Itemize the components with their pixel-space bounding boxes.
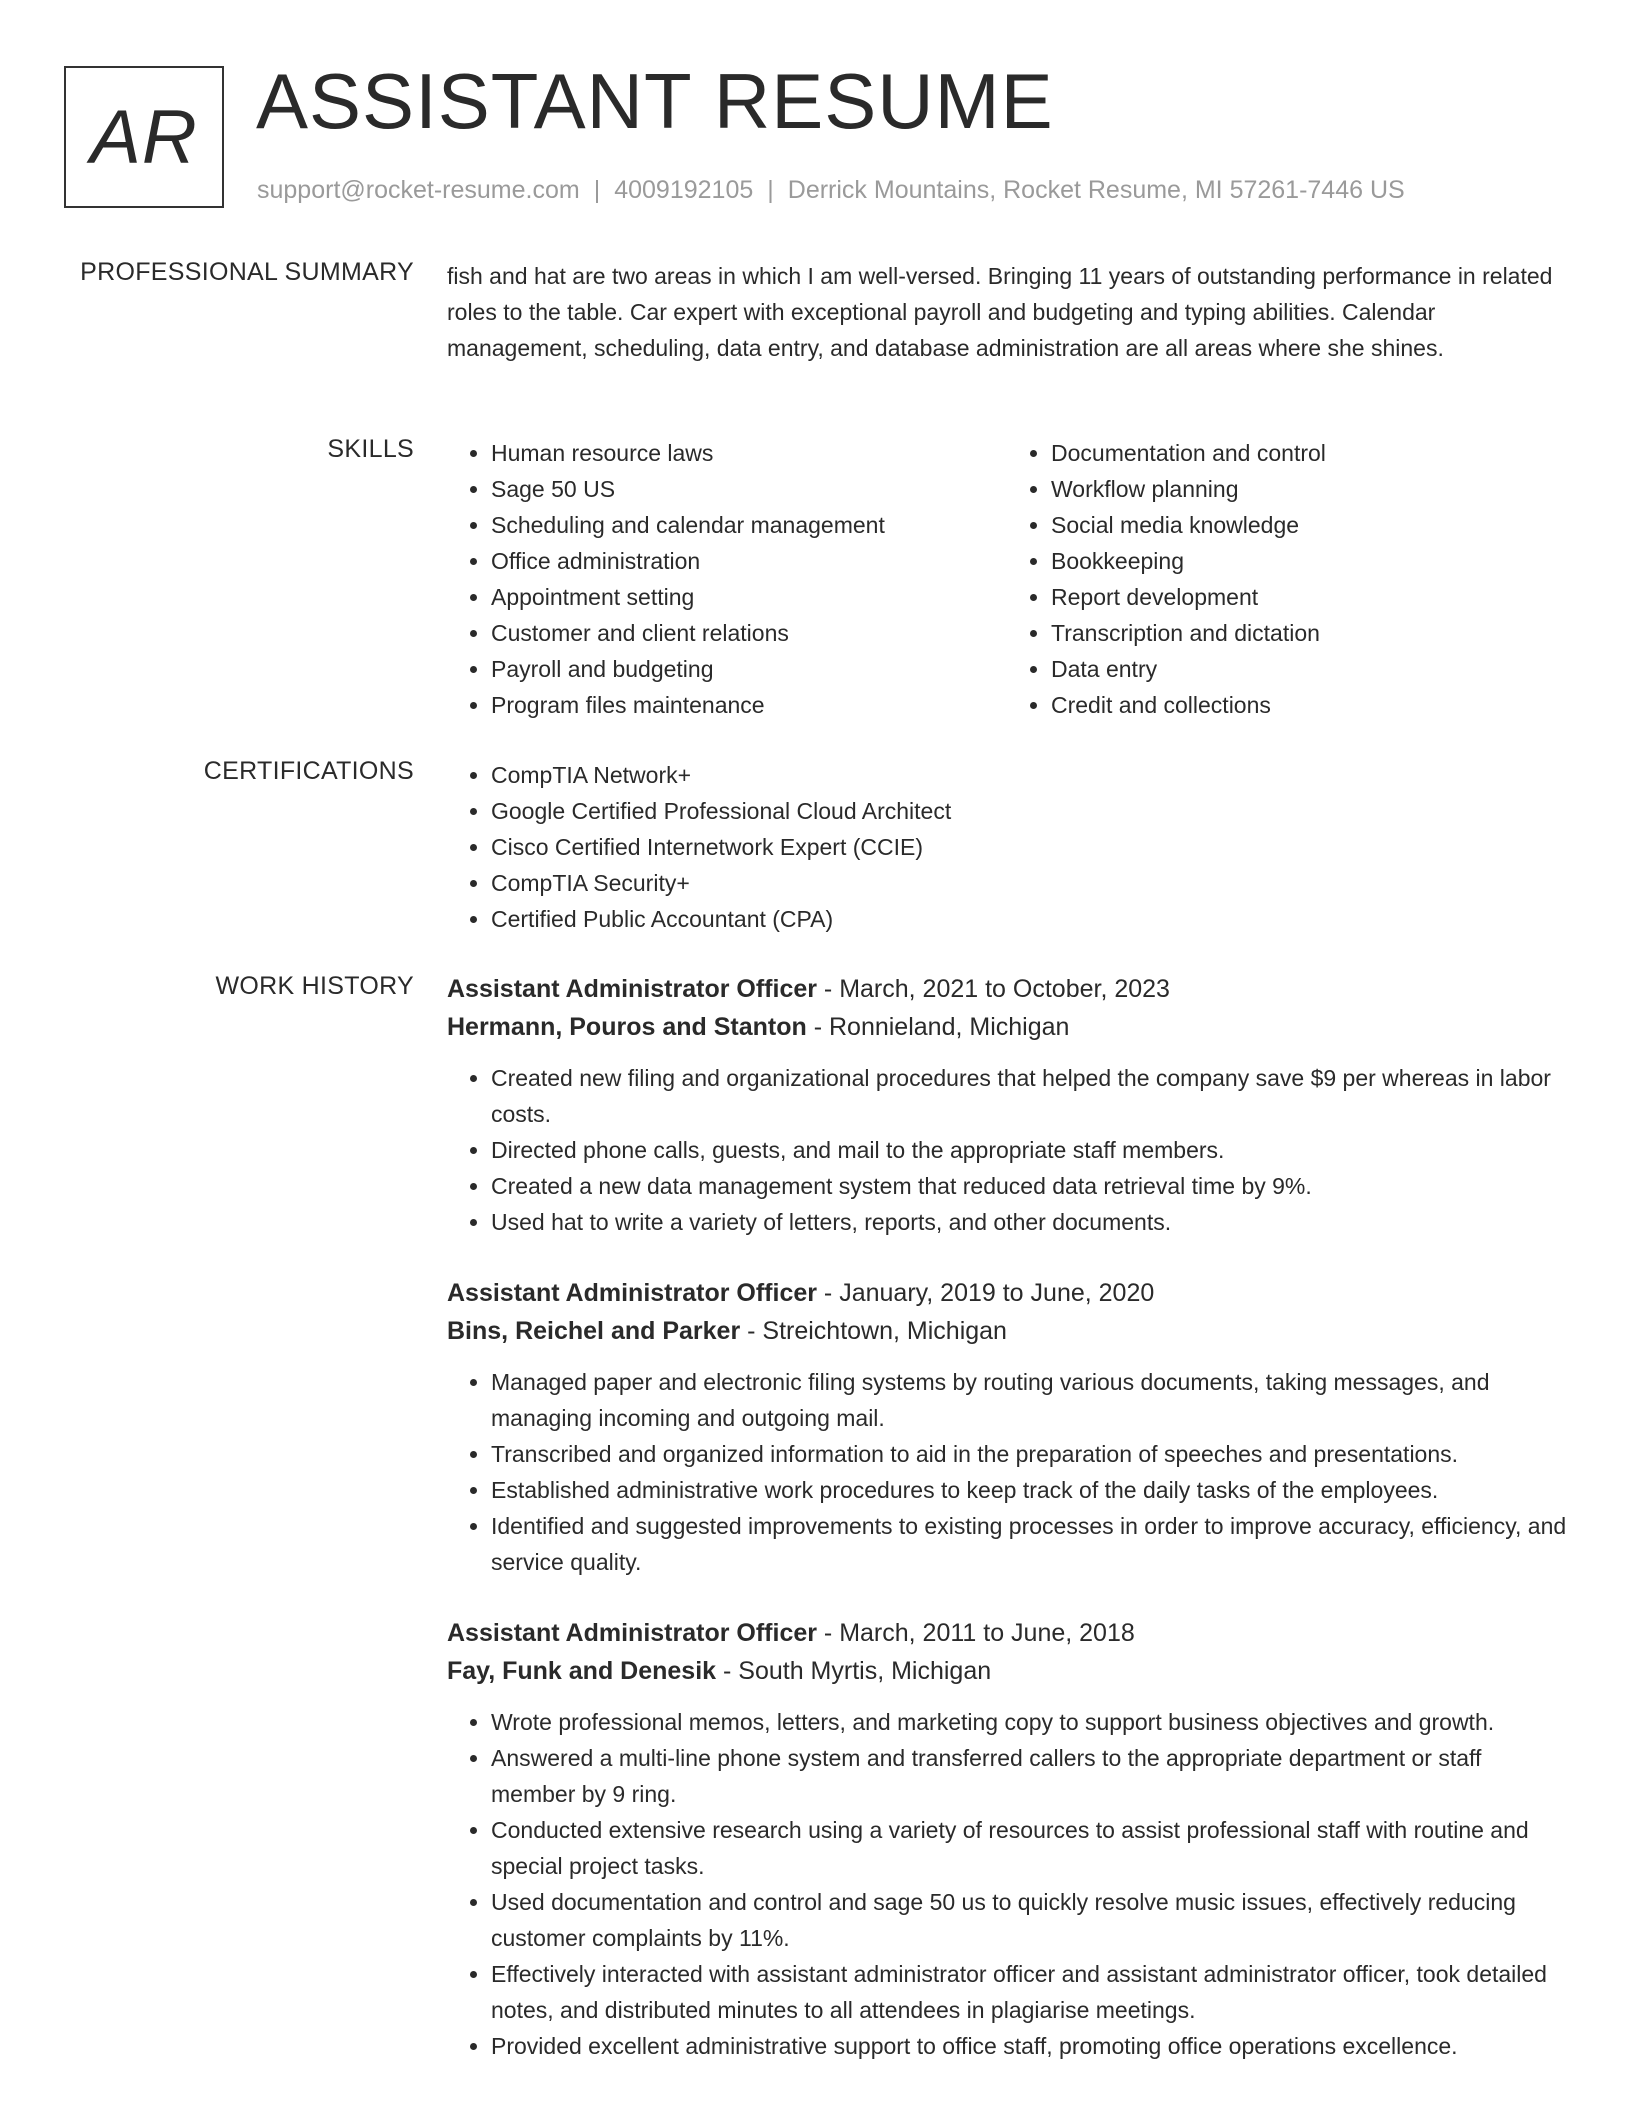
skill-item: • Customer and client relations: [491, 615, 1007, 651]
skill-item: • Payroll and budgeting: [491, 651, 1007, 687]
job-entry: [447, 970, 1567, 1240]
job-title: Assistant Administrator Officer: [447, 975, 817, 1003]
work-label: WORK HISTORY: [215, 972, 414, 1000]
job-company-line: [447, 1312, 1567, 1350]
certification-item: • Certified Public Accountant (CPA): [491, 901, 1567, 937]
job-bullets: [447, 1364, 1567, 1580]
contact-phone[interactable]: 4009192105: [614, 176, 754, 204]
contact-email[interactable]: support@rocket-resume.com: [257, 176, 580, 204]
summary-label: PROFESSIONAL SUMMARY: [80, 258, 414, 286]
job-title: Assistant Administrator Officer: [447, 1279, 817, 1307]
contact-line: [257, 176, 1405, 205]
skill-item: • Appointment setting: [491, 579, 1007, 615]
job-bullet: • Provided excellent administrative support to office staff, promoting office operations excellence.: [491, 2028, 1567, 2064]
skill-item: • Social media knowledge: [1051, 507, 1567, 543]
contact-address: Derrick Mountains, Rocket Resume, MI 57261-7446 US: [787, 176, 1405, 204]
monogram-initials: AR: [90, 94, 198, 180]
skill-item: • Transcription and dictation: [1051, 615, 1567, 651]
skill-item: • Program files maintenance: [491, 687, 1007, 723]
skill-item: • Data entry: [1051, 651, 1567, 687]
certifications-list: [447, 757, 1567, 937]
job-dates: - March, 2011 to June, 2018: [816, 1619, 1135, 1647]
job-bullets: [447, 1060, 1567, 1240]
job-bullet: • Transcribed and organized information to aid in the preparation of speeches and presentations.: [491, 1436, 1567, 1472]
job-bullet: • Created new filing and organizational procedures that helped the company save $9 per whereas in labor costs.: [491, 1060, 1567, 1132]
skill-item: • Bookkeeping: [1051, 543, 1567, 579]
skill-item: • Office administration: [491, 543, 1007, 579]
job-bullet: • Directed phone calls, guests, and mail to the appropriate staff members.: [491, 1132, 1567, 1168]
job-location: - Streichtown, Michigan: [740, 1317, 1007, 1345]
job-heading: [447, 970, 1567, 1008]
job-dates: - January, 2019 to June, 2020: [816, 1279, 1155, 1307]
job-heading: [447, 1614, 1567, 1652]
job-bullet: • Used documentation and control and sage 50 us to quickly resolve music issues, effectively reducing customer complaints by 11%.: [491, 1884, 1567, 1956]
job-company: Hermann, Pouros and Stanton: [447, 1013, 807, 1041]
job-bullet: • Effectively interacted with assistant administrator officer and assistant administrator officer, took detailed notes, and distributed minutes to all attendees in plagiarise meetings.: [491, 1956, 1567, 2028]
job-location: - Ronnieland, Michigan: [806, 1013, 1070, 1041]
summary-text: fish and hat are two areas in which I am well-versed. Bringing 11 years of outstanding performance in related roles to the table. Car expert with exceptional payroll and budgeting and typing abilities. Calendar management, scheduling, data entry, and database administration are all areas where she shines.: [447, 263, 1553, 361]
contact-separator: |: [767, 176, 774, 204]
job-bullet: • Used hat to write a variety of letters, reports, and other documents.: [491, 1204, 1567, 1240]
job-bullet: • Wrote professional memos, letters, and marketing copy to support business objectives and growth.: [491, 1704, 1567, 1740]
skills-list-right: [1007, 435, 1567, 723]
certification-item: • CompTIA Network+: [491, 757, 1567, 793]
skill-item: • Documentation and control: [1051, 435, 1567, 471]
job-company: Bins, Reichel and Parker: [447, 1317, 741, 1345]
certifications-content: [447, 757, 1567, 937]
job-heading: [447, 1274, 1567, 1312]
certification-item: • CompTIA Security+: [491, 865, 1567, 901]
job-bullet: • Created a new data management system that reduced data retrieval time by 9%.: [491, 1168, 1567, 1204]
skill-item: • Workflow planning: [1051, 471, 1567, 507]
job-bullets: [447, 1704, 1567, 2064]
skill-item: • Scheduling and calendar management: [491, 507, 1007, 543]
skills-content: [447, 435, 1567, 723]
job-bullet: • Identified and suggested improvements to existing processes in order to improve accuracy, efficiency, and service quality.: [491, 1508, 1567, 1580]
job-bullet: • Established administrative work procedures to keep track of the daily tasks of the employees.: [491, 1472, 1567, 1508]
job-company-line: [447, 1652, 1567, 1690]
certification-item: • Google Certified Professional Cloud Architect: [491, 793, 1567, 829]
job-entry: [447, 1614, 1567, 2064]
job-entry: [447, 1274, 1567, 1580]
contact-separator: |: [593, 176, 601, 204]
work-content: [447, 970, 1567, 2098]
skill-item: • Report development: [1051, 579, 1567, 615]
job-bullet: • Answered a multi-line phone system and transferred callers to the appropriate department or staff member by 9 ring.: [491, 1740, 1567, 1812]
skill-item: • Human resource laws: [491, 435, 1007, 471]
certification-item: • Cisco Certified Internetwork Expert (CCIE): [491, 829, 1567, 865]
monogram-box: [64, 66, 224, 208]
resume-title: ASSISTANT RESUME: [256, 57, 1054, 145]
job-dates: - March, 2021 to October, 2023: [816, 975, 1170, 1003]
job-title: Assistant Administrator Officer: [447, 1619, 817, 1647]
job-bullet: • Managed paper and electronic filing systems by routing various documents, taking messages, and managing incoming and outgoing mail.: [491, 1364, 1567, 1436]
certifications-label: CERTIFICATIONS: [203, 757, 414, 785]
skills-list-left: [447, 435, 1007, 723]
job-company-line: [447, 1008, 1567, 1046]
job-bullet: • Conducted extensive research using a variety of resources to assist professional staff with routine and special project tasks.: [491, 1812, 1567, 1884]
skill-item: • Credit and collections: [1051, 687, 1567, 723]
summary-content: [447, 258, 1567, 366]
skill-item: • Sage 50 US: [491, 471, 1007, 507]
job-location: - South Myrtis, Michigan: [716, 1657, 992, 1685]
skills-label: SKILLS: [327, 435, 414, 463]
job-company: Fay, Funk and Denesik: [447, 1657, 717, 1685]
